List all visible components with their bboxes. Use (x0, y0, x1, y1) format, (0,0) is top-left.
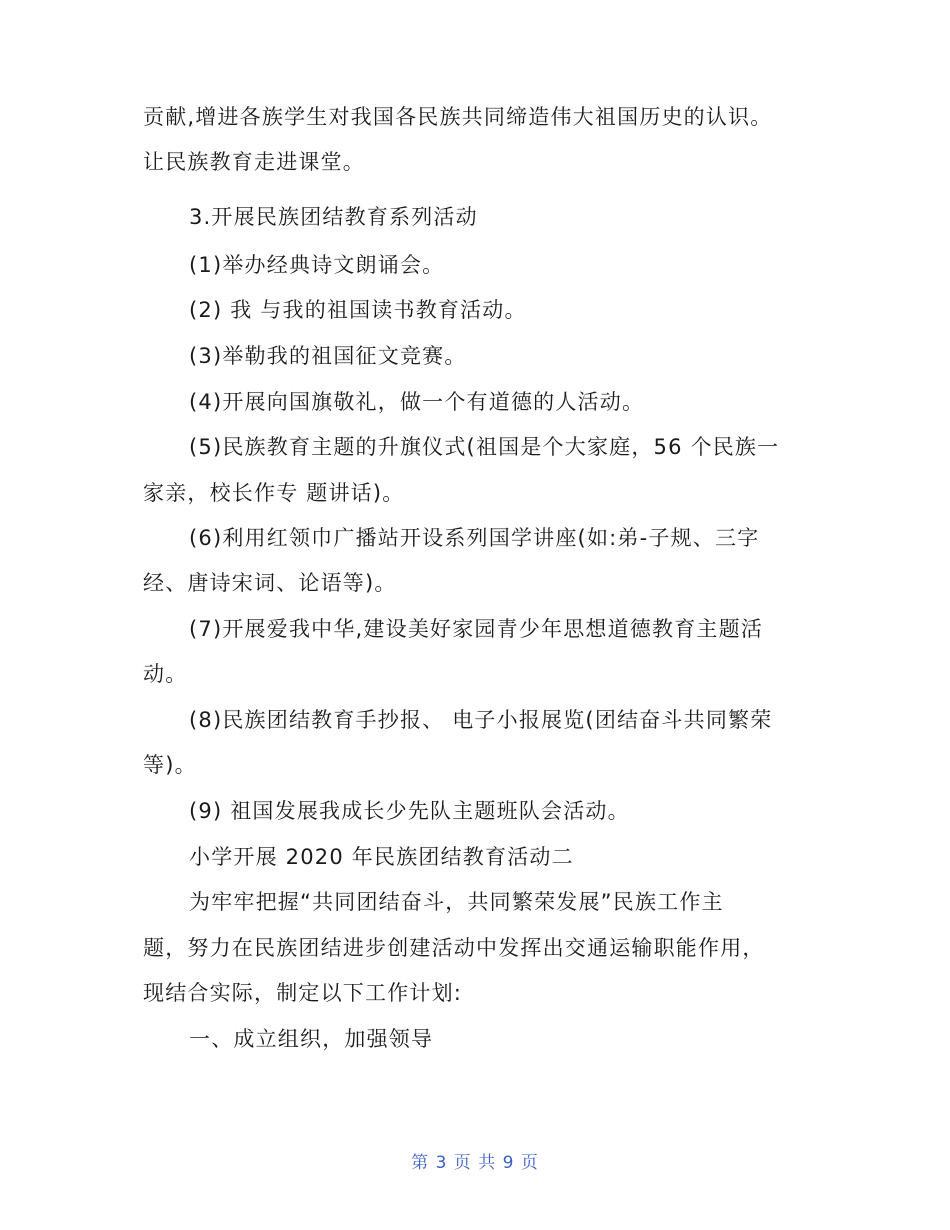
paragraph-line: 题，努力在民族团结进步创建活动中发挥出交通运输职能作用， (143, 936, 765, 960)
list-item: (2) 我 与我的祖国读书教育活动。 (189, 298, 527, 322)
list-item: (8)民族团结教育手抄报、 电子小报展览(团结奋斗共同繁荣 (189, 708, 773, 732)
section-heading: 一、成立组织，加强领导 (189, 1027, 434, 1051)
text-line: 让民族教育走进课堂。 (143, 150, 365, 174)
list-item-continuation: 动。 (143, 662, 188, 686)
section-title: 小学开展 2020 年民族团结教育活动二 (189, 845, 574, 869)
page-number: 第 3 页 共 9 页 (411, 1153, 539, 1173)
list-item: (9) 祖国发展我成长少先队主题班队会活动。 (189, 799, 630, 823)
list-item-continuation: 家亲，校长作专 题讲话)。 (143, 481, 405, 505)
paragraph-line: 现结合实际，制定以下工作计划: (143, 981, 463, 1005)
paragraph-line: 为牢牢把握“共同团结奋斗，共同繁荣发展”民族工作主 (189, 890, 724, 914)
list-item: (3)举勒我的祖国征文竞赛。 (189, 344, 467, 368)
list-item: (6)利用红领巾广播站开设系列国学讲座(如:弟-子规、三字 (189, 526, 760, 550)
section-heading: 3.开展民族团结教育系列活动 (189, 205, 478, 229)
list-item: (1)举办经典诗文朗诵会。 (189, 253, 445, 277)
text-line: 贡献,增进各族学生对我国各民族共同缔造伟大祖国历史的认识。 (143, 105, 773, 129)
list-item-continuation: 经、唐诗宋词、论语等)。 (143, 571, 397, 595)
list-item: (4)开展向国旗敬礼，做一个有道德的人活动。 (189, 390, 645, 414)
list-item-continuation: 等)。 (143, 753, 197, 777)
list-item: (7)开展爱我中华,建设美好家园青少年思想道德教育主题活 (189, 617, 764, 641)
list-item: (5)民族教育主题的升旗仪式(祖国是个大家庭，56 个民族一 (189, 435, 780, 459)
